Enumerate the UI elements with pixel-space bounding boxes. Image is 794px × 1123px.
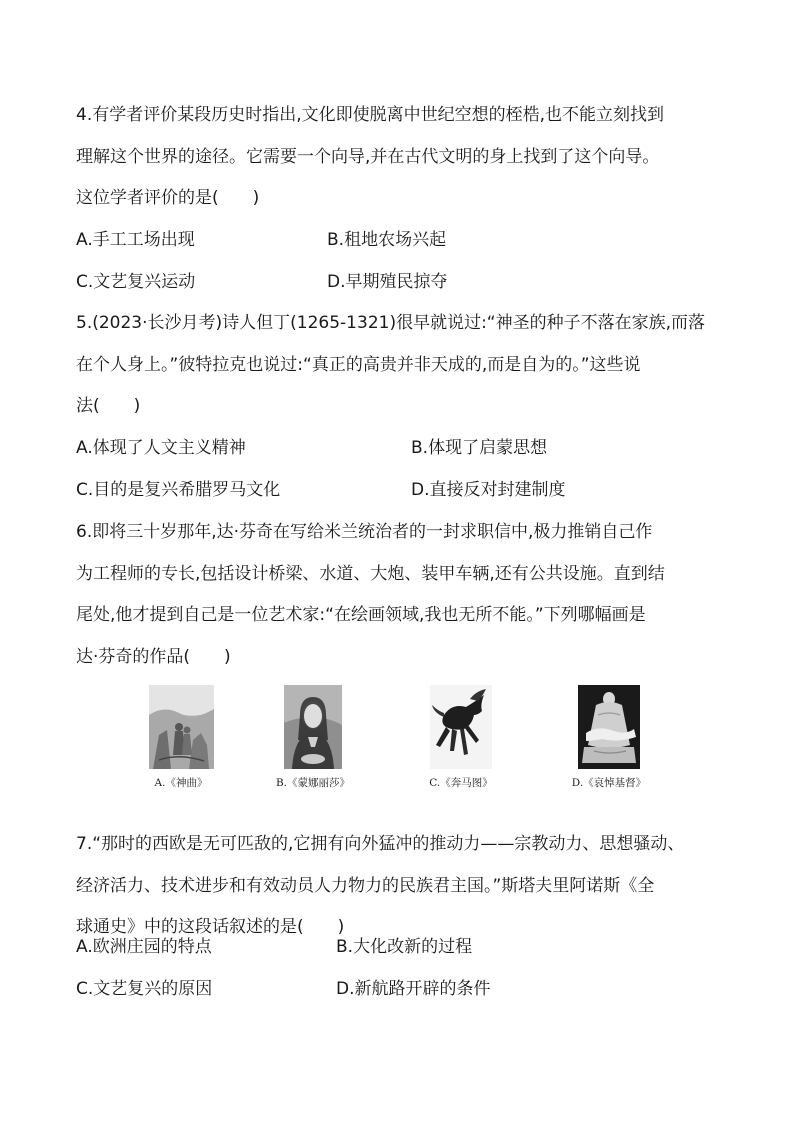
question-6-line-2: 为工程师的专长,包括设计桥梁、水道、大炮、装甲车辆,还有公共设施。直到结 [76,563,665,584]
figure-option-a[interactable] [121,685,241,790]
question-4 [76,95,726,220]
question-5-option-d[interactable]: D.直接反对封建制度 [411,479,566,500]
question-6-line-3: 尾处,他才提到自己是一位艺术家:“在绘画领域,我也无所不能。”下列哪幅画是 [76,605,646,625]
mona-lisa-portrait-icon [284,685,342,769]
question-7-line-3: 球通史》中的这段话叙述的是( ) [76,917,345,937]
question-5 [76,303,726,428]
question-4-line-2: 理解这个世界的途径。它需要一个向导,并在古代文明的身上找到了这个向导。 [76,146,660,167]
question-6 [76,512,726,678]
question-7-option-a[interactable]: A.欧洲庄园的特点 [76,937,212,957]
question-5-option-a[interactable]: A.体现了人文主义精神 [76,438,246,458]
question-4-option-c[interactable]: C.文艺复兴运动 [76,271,196,292]
question-7-option-d[interactable]: D.新航路开辟的条件 [336,978,491,999]
question-5-option-b[interactable]: B.体现了启蒙思想 [411,438,548,458]
question-7-options [76,927,736,1010]
figure-option-d[interactable] [549,685,669,790]
question-5-option-c[interactable]: C.目的是复兴希腊罗马文化 [76,479,281,500]
question-4-line-3: 这位学者评价的是( ) [76,188,260,208]
question-5-options [76,428,736,511]
question-5-line-3: 法( ) [76,396,141,416]
galloping-horse-ink-icon [430,685,492,769]
question-7-option-c[interactable]: C.文艺复兴的原因 [76,978,213,999]
question-6-figures [0,685,794,795]
divine-comedy-engraving-icon [149,685,214,769]
figure-a-caption: A.《神曲》 [154,777,208,789]
question-7-line-2: 经济活力、技术进步和有效动员人力物力的民族君主国。”斯塔夫里阿诺斯《全 [76,875,655,896]
question-5-line-2: 在个人身上。”彼特拉克也说过:“真正的高贵并非天成的,而是自为的。”这些说 [76,354,641,375]
figure-c-caption: C.《奔马图》 [429,777,493,789]
question-4-line-1: 4.有学者评价某段历史时指出,文化即使脱离中世纪空想的桎梏,也不能立刻找到 [76,105,665,125]
question-6-line-1: 6.即将三十岁那年,达·芬奇在写给米兰统治者的一封求职信中,极力推销自己作 [76,522,653,542]
question-4-option-b[interactable]: B.租地农场兴起 [327,230,447,250]
figure-d-caption: D.《哀悼基督》 [571,777,647,789]
figure-option-c[interactable] [401,685,521,790]
figure-b-caption: B.《蒙娜丽莎》 [275,777,351,789]
question-7-option-b[interactable]: B.大化改新的过程 [336,937,473,957]
figure-option-b[interactable] [253,685,373,790]
question-6-line-4: 达·芬奇的作品( ) [76,646,231,667]
pieta-sculpture-icon [578,685,640,769]
question-4-options [76,220,736,303]
question-4-option-d[interactable]: D.早期殖民掠夺 [327,271,448,292]
question-5-line-1: 5.(2023·长沙月考)诗人但丁(1265-1321)很早就说过:“神圣的种子不落在家族,而落 [76,313,706,333]
question-7-line-1: 7.“那时的西欧是无可匹敌的,它拥有向外猛冲的推动力——宗教动力、思想骚动、 [76,834,685,854]
question-4-option-a[interactable]: A.手工工场出现 [76,230,195,250]
